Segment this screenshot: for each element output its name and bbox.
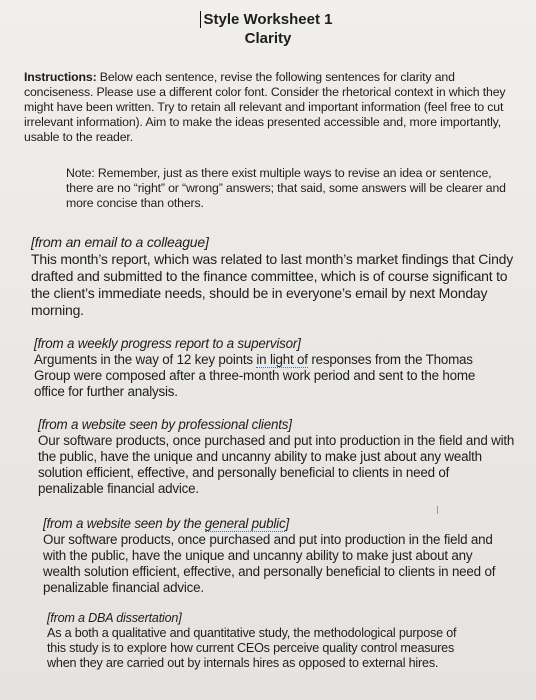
exercise-1-sentence: This month’s report, which was related to last month’s market findings that Cindy drafted and submitted to the finance committee, which is of course significant to the client’s immediate needs, should be in everyone’s email by next Monday morning. [31,251,514,318]
exercise-5-source: [from a DBA dissertation] [47,611,182,625]
exercise-2 [34,336,504,400]
page-title-text: Style Worksheet 1 [203,11,333,28]
exercise-4-source-start: [from a website seen by the [43,516,205,531]
exercise-2-sentence [34,352,504,400]
page-title [204,10,333,29]
exercise-1-source: [from an email to a colleague] [31,234,209,250]
exercise-3-sentence: Our software products, once purchased and put into production in the field and with the public, have the unique and uncanny ability to make just about any wealth solution efficient, effective, and personally beneficial to clients in need of penalizable financial advice. [38,433,515,496]
exercise-3-source: [from a website seen by professional clients] [38,417,292,432]
exercise-2-source: [from a weekly progress report to a supervisor] [34,336,301,351]
exercise-4-sentence: Our software products, once purchased and put into production in the field and with the public, have the unique and uncanny ability to make just about any wealth solution efficient, effective, and personally beneficial to clients in need of penalizable financial advice. [43,532,496,595]
exercise-3 [38,417,518,497]
exercise-4-source-end: ] [285,516,289,531]
text-cursor [200,11,201,28]
instructions-text: Below each sentence, revise the following sentences for clarity and conciseness. Please use a different color font. Consider the rhetorical context in which they might have been written. Try to retain all relevant and important information (feel free to cut irrelevant information). Aim to make the ideas presented accessible and, more importantly, usable to the reader. [24,70,506,144]
note-paragraph: Note: Remember, just as there exist multiple ways to revise an idea or sentence, there are no “right” or “wrong” answers; that said, some answers will be clearer and more concise than others. [66,166,506,210]
page-subtitle: Clarity [244,30,292,47]
exercise-4 [43,516,513,596]
title-block [0,10,536,48]
grammar-flag-in-light-of[interactable]: in light of [256,352,308,367]
instructions-label: Instructions: [24,70,97,84]
instructions-paragraph [24,70,519,145]
exercise-2-sentence-start: Arguments in the way of 12 key points [34,352,257,367]
exercise-1 [31,234,521,319]
grammar-flag-general-public[interactable]: general public [204,516,286,531]
stray-mark [437,506,438,514]
exercise-5-sentence: As a both a qualitative and quantitative study, the methodological purpose of this study is to explore how current CEOs perceive quality control measures when they are carried out by internals hires as opposed to external hires. [47,626,457,670]
exercise-2-sentence-end: responses from the Thomas Group were composed after a three-month work period and sent to the home office for further analysis. [34,352,476,399]
exercise-5 [47,611,467,671]
exercise-4-source [43,516,513,532]
